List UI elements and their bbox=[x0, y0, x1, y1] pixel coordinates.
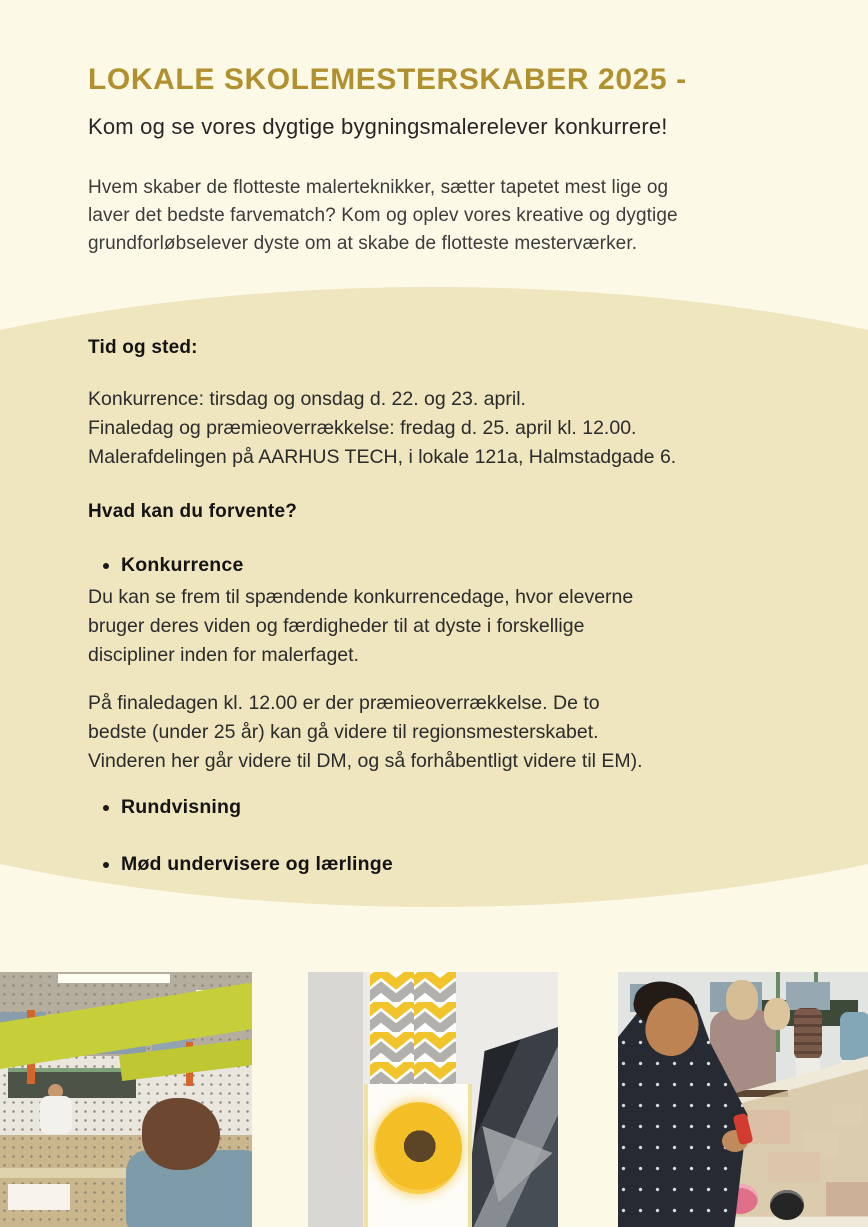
background-student-graphic bbox=[40, 1096, 72, 1134]
photo-sunflower-wall bbox=[308, 972, 558, 1227]
photo-students-painting bbox=[618, 972, 868, 1227]
time-place-lines: Konkurrence: tirsdag og onsdag d. 22. og 23. april. Finaledag og præmieoverrækkelse: fredag d. 25. april kl. 12.00. Malerafdelingen på AARHUS TECH, i lokale 121a, Halmstadgade 6. bbox=[88, 388, 677, 468]
bullet-tour bbox=[88, 793, 783, 822]
bullet-dot-icon bbox=[103, 805, 109, 811]
time-place-heading: Tid og sted: bbox=[88, 337, 198, 358]
finale-paragraph: På finaledagen kl. 12.00 er der præmieoverrækkelse. De to bedste (under 25 år) kan gå videre til regionsmesterskabet. Vinderen her går videre til DM, og så forhåbentligt videre til EM). bbox=[88, 692, 643, 772]
header-block bbox=[88, 62, 798, 258]
chevron-pattern-graphic bbox=[370, 972, 456, 1092]
bullet-tour-label: Rundvisning bbox=[121, 796, 242, 818]
photo-workshop-hall bbox=[0, 972, 252, 1227]
bullet-dot-icon bbox=[103, 563, 109, 569]
student-blue-shirt-graphic bbox=[840, 1012, 868, 1062]
event-details-block bbox=[88, 336, 783, 879]
bullet-competition bbox=[88, 551, 783, 580]
page-subtitle: Kom og se vores dygtige bygningsmalerelever konkurrere! bbox=[88, 114, 668, 139]
intro-paragraph: Hvem skaber de flotteste malerteknikker, sætter tapetet mest lige og laver det bedste farvematch? Kom og oplev vores kreative og dygtige grundforløbselever dyste om at skabe de flotteste mesterværker. bbox=[88, 177, 678, 254]
sunflower-poster-graphic bbox=[364, 1084, 472, 1227]
student-head-graphic bbox=[764, 998, 790, 1030]
expect-heading: Hvad kan du forvente? bbox=[88, 501, 298, 522]
bullet-meet-label: Mød undervisere og lærlinge bbox=[121, 853, 393, 875]
competition-paragraph: Du kan se frem til spændende konkurrencedage, hvor eleverne bruger deres viden og færdigheder til at dyste i forskellige discipliner inden for malerfaget. bbox=[88, 586, 634, 666]
bullet-meet bbox=[88, 850, 783, 879]
page-title: LOKALE SKOLEMESTERSKABER 2025 - bbox=[88, 63, 687, 96]
sunflower-graphic bbox=[374, 1102, 462, 1194]
foreground-student-hair-graphic bbox=[142, 1098, 220, 1170]
bullet-dot-icon bbox=[103, 862, 109, 868]
student-plaid-shirt-graphic bbox=[794, 1008, 822, 1060]
black-paint-pot-graphic bbox=[770, 1190, 804, 1220]
student-head-graphic bbox=[726, 980, 758, 1020]
bullet-competition-label: Konkurrence bbox=[121, 554, 244, 576]
